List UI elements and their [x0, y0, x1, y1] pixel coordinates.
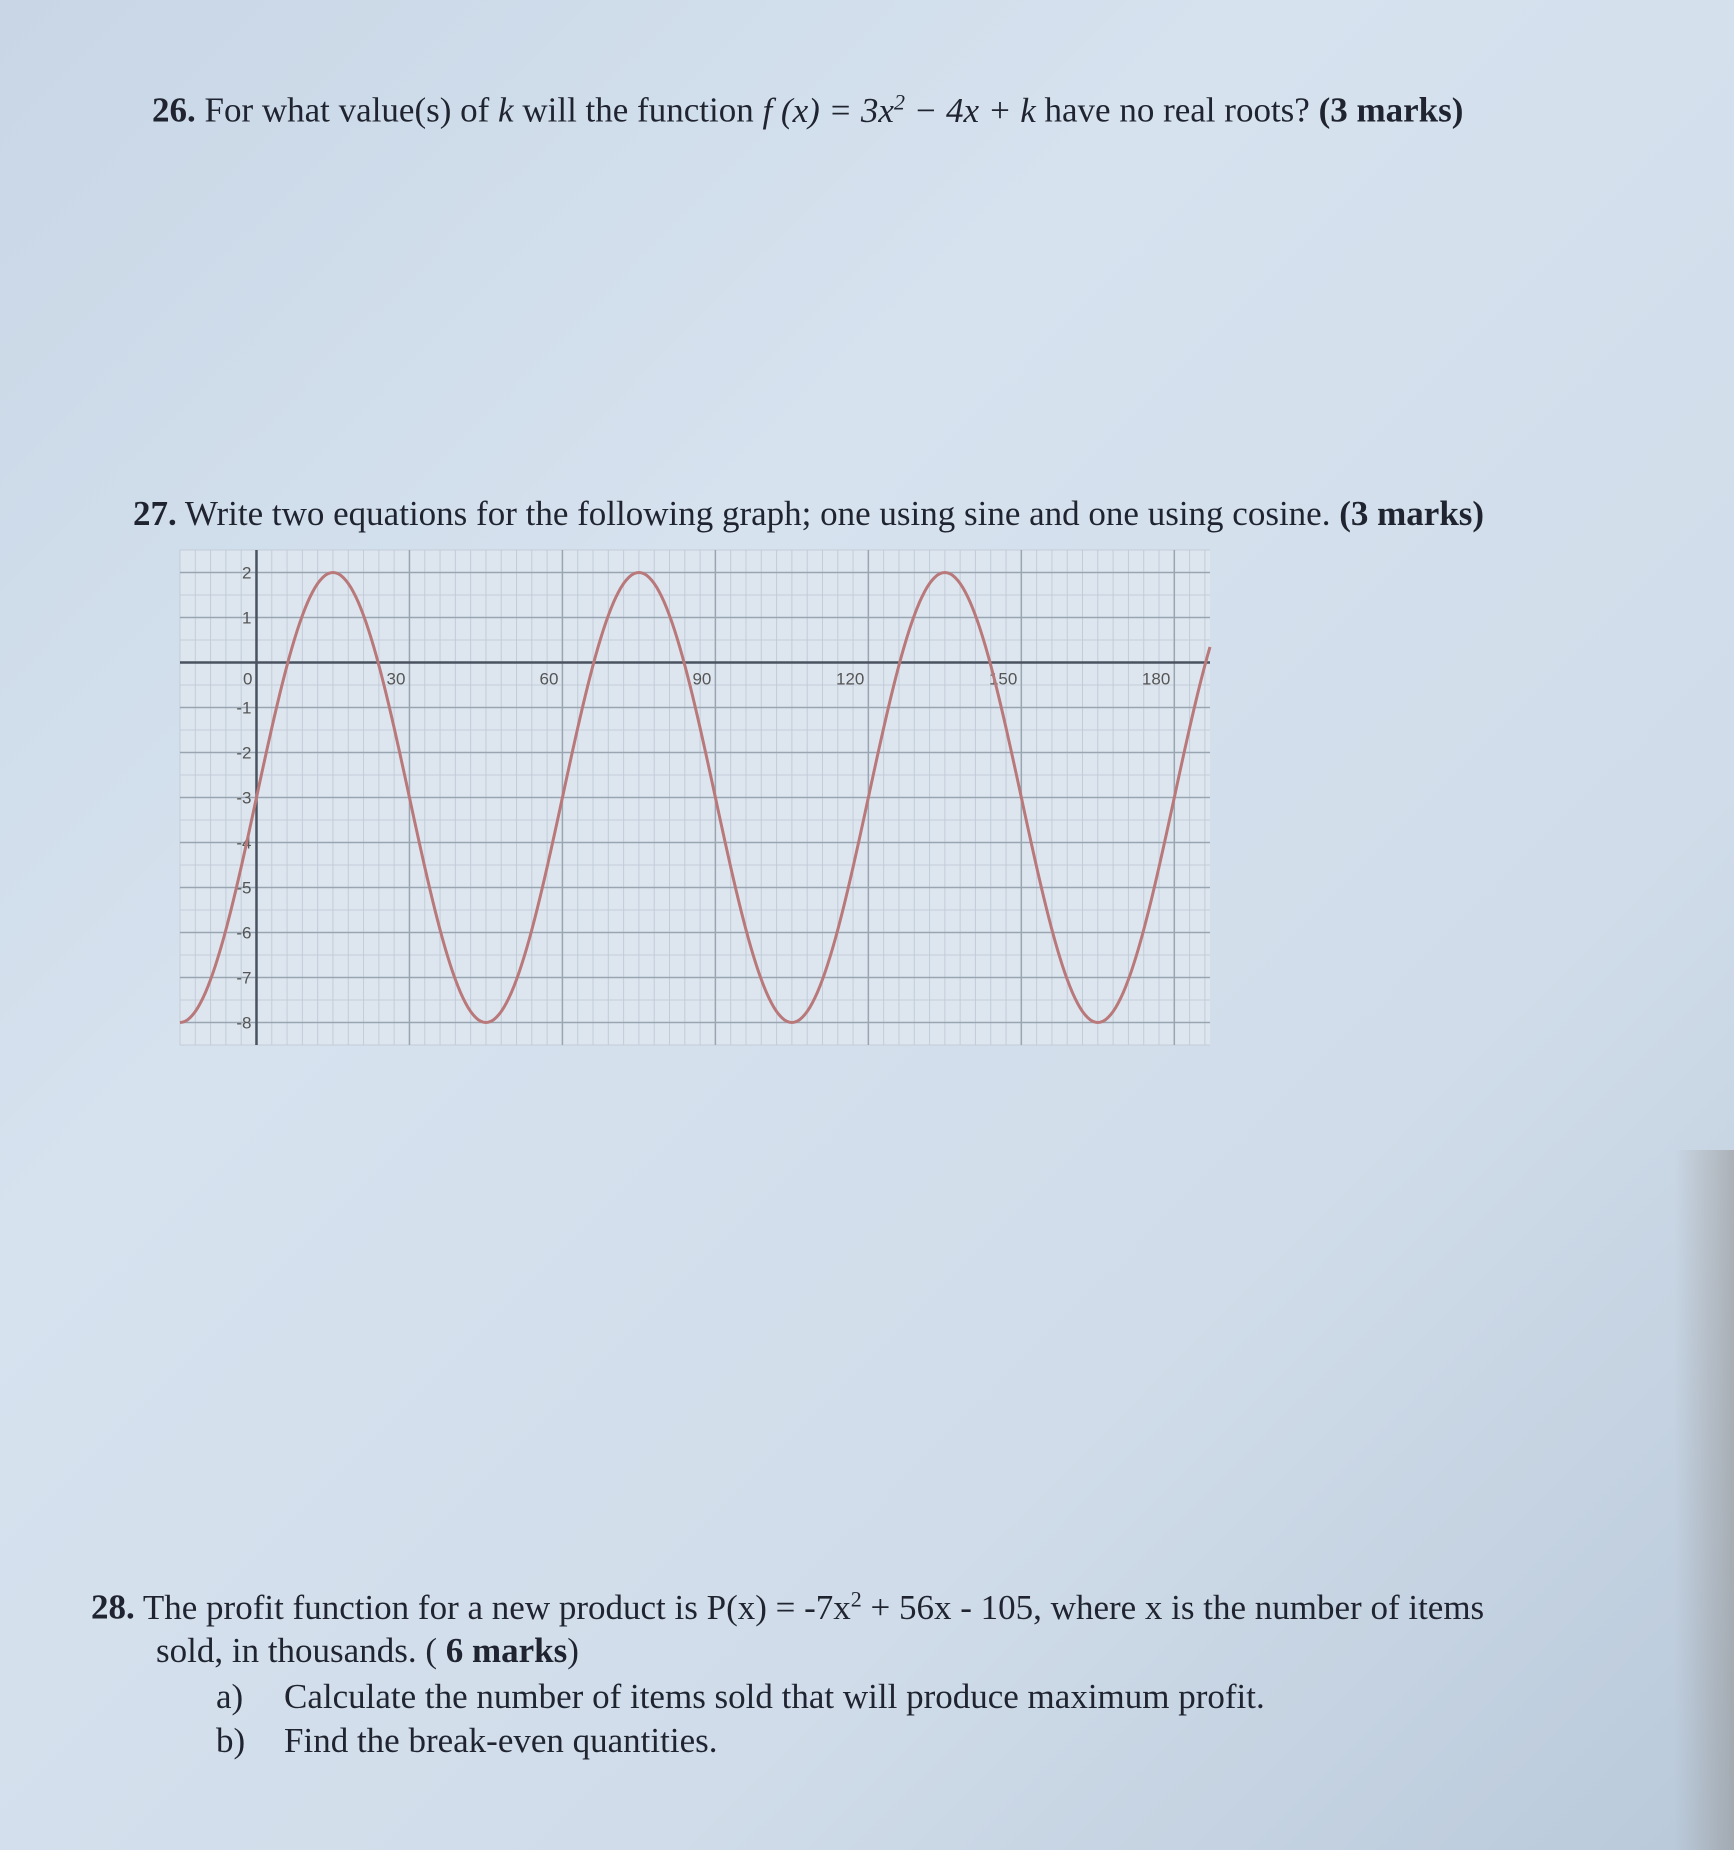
question-text: Write two equations for the following graph; one using sine and one using cosine.	[184, 494, 1331, 533]
y-tick-label: -5	[236, 878, 252, 898]
x-tick-label: 90	[692, 669, 712, 689]
question-27	[133, 492, 1633, 536]
question-text: For what value(s) of	[204, 90, 490, 130]
marks-label: (3 marks)	[1318, 90, 1464, 130]
y-tick-label: -3	[236, 788, 252, 808]
marks-label: 6 marks	[436, 1631, 568, 1671]
page-edge-shadow	[1674, 1150, 1734, 1850]
question-text: will the function	[522, 90, 754, 130]
question-text: The profit function for a new product is $P(x) = -7x^2 + 56x - 105$, where x is the number of items	[142, 1586, 1485, 1627]
question-text-continued: sold, in thousands. ( 6 marks)	[156, 1631, 579, 1671]
question-28	[91, 1585, 1671, 1763]
x-tick-label: 30	[386, 669, 406, 689]
y-tick-label: -4	[236, 833, 252, 853]
y-tick-label: -8	[236, 1013, 252, 1033]
sinusoid-graph	[175, 535, 1215, 1055]
variable-k: k	[498, 90, 514, 130]
subquestion-a: a) Calculate the number of items sold that will produce maximum profit.	[216, 1677, 1265, 1717]
question-number: 27.	[133, 494, 177, 533]
x-tick-label: 120	[835, 669, 865, 689]
subquestion-b: b) Find the break-even quantities.	[216, 1720, 718, 1760]
y-tick-label: -2	[236, 743, 252, 763]
question-number: 28.	[91, 1587, 135, 1627]
marks-label: (3 marks)	[1339, 494, 1485, 533]
y-tick-label: 2	[242, 563, 252, 583]
y-tick-label: -6	[236, 923, 252, 943]
x-tick-label: 150	[988, 669, 1018, 689]
x-tick-label: 0	[243, 669, 253, 689]
function-expression: f $(x) = 3x^2 - 4x + k$	[762, 89, 1036, 130]
y-tick-label: 1	[242, 608, 252, 628]
y-tick-label: -7	[236, 968, 252, 988]
question-26	[152, 88, 1652, 132]
y-tick-label: -1	[236, 698, 252, 718]
subquestion-list	[91, 1675, 1671, 1763]
chart-svg	[175, 535, 1215, 1055]
question-text: have no real roots?	[1044, 90, 1310, 130]
x-tick-label: 180	[1141, 669, 1171, 689]
x-tick-label: 60	[539, 669, 559, 689]
question-number: 26.	[152, 90, 196, 130]
